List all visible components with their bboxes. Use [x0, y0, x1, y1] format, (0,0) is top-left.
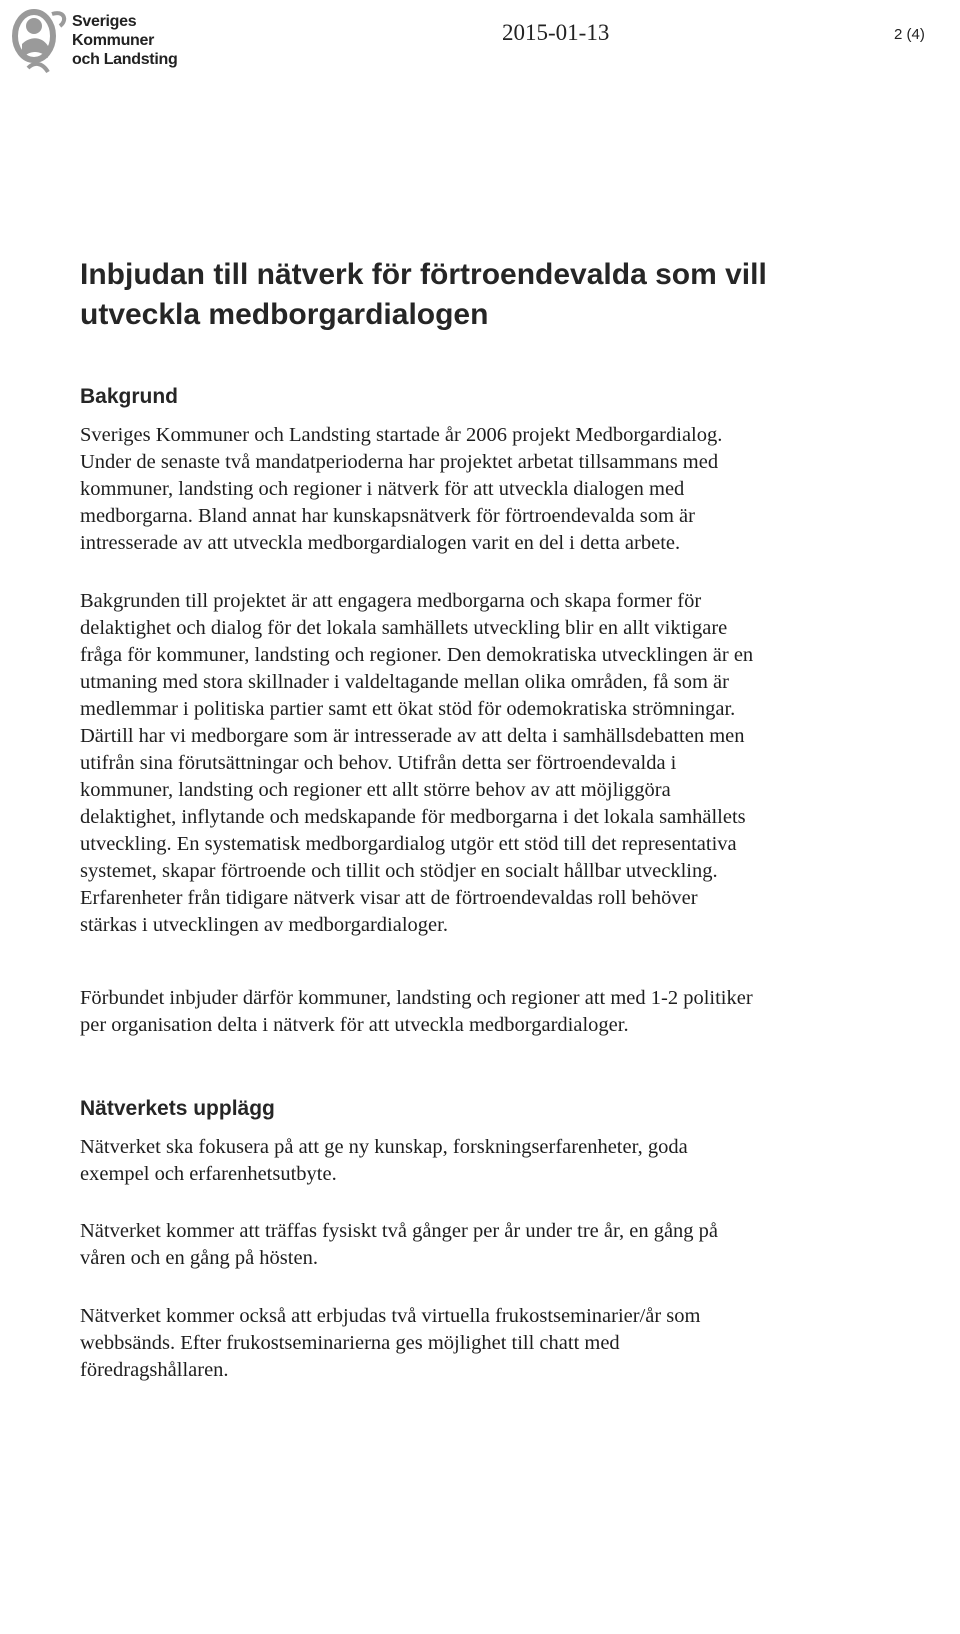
text-line: Nätverket ska fokusera på att ge ny kunskap, forskningserfarenheter, goda — [80, 1136, 688, 1158]
text-line: intresserade av att utveckla medborgardialogen varit en del i detta arbete. — [80, 532, 681, 554]
text-line: exempel och erfarenhetsutbyte. — [80, 1163, 337, 1185]
text-line: systemet, skapar förtroende och tillit och stödjer en socialt hållbar utveckling. — [80, 860, 718, 882]
section-heading-bakgrund: Bakgrund — [80, 385, 179, 408]
text-line: delaktighet och dialog för det lokala samhällets utveckling blir en allt viktigare — [80, 617, 728, 639]
title-line: utveckla medborgardialogen — [80, 298, 489, 331]
text-line: kommuner, landsting och regioner i nätverk för att utveckla dialogen med — [80, 478, 685, 500]
org-name-line: Sveriges — [72, 13, 137, 30]
text-line: Bakgrunden till projektet är att engagera medborgarna och skapa former för — [80, 590, 702, 612]
paragraph — [80, 588, 910, 939]
text-line: medlemmar i politiska partier samt ett ökat stöd för odemokratiska strömningar. — [80, 698, 736, 720]
text-line: Därtill har vi medborgare som är intresserade av att delta i samhällsdebatten men — [80, 725, 745, 747]
paragraph — [80, 422, 910, 557]
text-line: utmaning med stora skillnader i valdeltagande mellan olika områden, få som är — [80, 671, 729, 693]
text-line: webbsänds. Efter frukostseminarierna ges möjlighet till chatt med — [80, 1332, 620, 1354]
text-line: per organisation delta i nätverk för att utveckla medborgardialoger. — [80, 1014, 629, 1036]
text-line: våren och en gång på hösten. — [80, 1247, 318, 1269]
paragraph — [80, 1303, 910, 1384]
org-name — [72, 12, 177, 69]
text-line: Nätverket kommer att träffas fysiskt två gånger per år under tre år, en gång på — [80, 1220, 719, 1242]
text-line: Sveriges Kommuner och Landsting startade år 2006 projekt Medborgardialog. — [80, 424, 723, 446]
text-line: kommuner, landsting och regioner ett allt större behov av att möjliggöra — [80, 779, 671, 801]
text-line: delaktighet, inflytande och medskapande för medborgarna i det lokala samhällets — [80, 806, 746, 828]
text-line: fråga för kommuner, landsting och regioner. Den demokratiska utvecklingen är en — [80, 644, 754, 666]
org-name-line: och Landsting — [72, 51, 178, 68]
skl-logo — [8, 6, 70, 76]
text-line: utveckling. En systematisk medborgardialog utgör ett stöd till det representativa — [80, 833, 737, 855]
text-line: föredragshållaren. — [80, 1359, 229, 1381]
text-line: stärkas i utvecklingen av medborgardialoger. — [80, 914, 448, 936]
paragraph — [80, 985, 910, 1039]
text-line: Nätverket kommer också att erbjudas två virtuella frukostseminarier/år som — [80, 1305, 701, 1327]
paragraph — [80, 1218, 910, 1272]
text-line: Under de senaste två mandatperioderna har projektet arbetat tillsammans med — [80, 451, 719, 473]
document-date: 2015-01-13 — [502, 20, 610, 45]
section-heading-natverkets-upplagg: Nätverkets upplägg — [80, 1097, 275, 1120]
text-line: Förbundet inbjuder därför kommuner, landsting och regioner att med 1-2 politiker — [80, 987, 753, 1009]
paragraph — [80, 1134, 910, 1188]
text-line: medborgarna. Bland annat har kunskapsnätverk för förtroendevalda som är — [80, 505, 695, 527]
org-name-line: Kommuner — [72, 32, 155, 49]
text-line: utifrån sina förutsättningar och behov. Utifrån detta ser förtroendevalda i — [80, 752, 677, 774]
text-line: Erfarenheter från tidigare nätverk visar att de förtroendevaldas roll behöver — [80, 887, 698, 909]
title-line: Inbjudan till nätverk för förtroendevalda som vill — [80, 258, 767, 291]
page-number: 2 (4) — [894, 26, 925, 43]
document-title — [80, 255, 900, 335]
